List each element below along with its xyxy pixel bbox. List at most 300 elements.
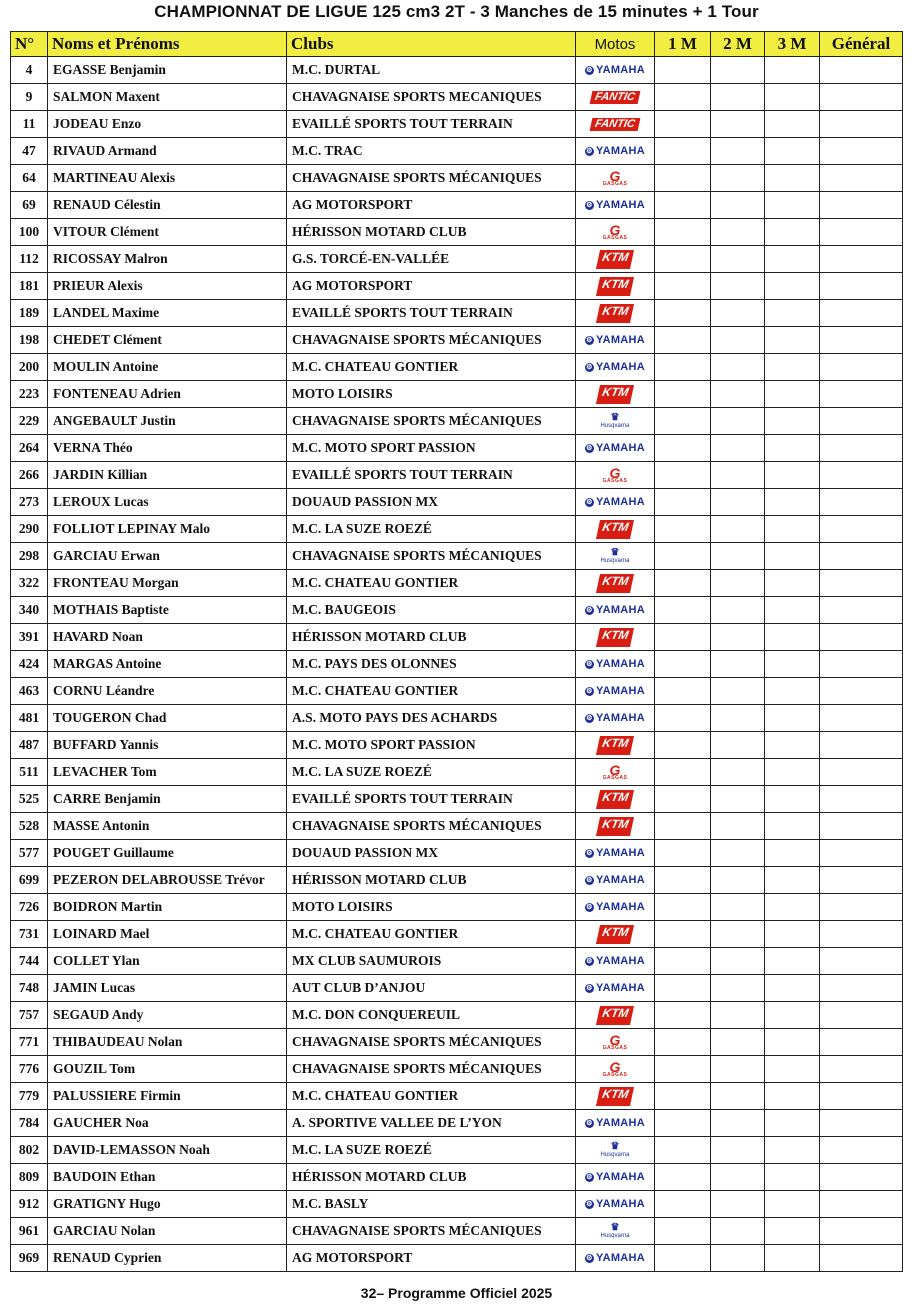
result-general-cell [820,327,903,354]
result-general-cell [820,1029,903,1056]
result-general-cell [820,759,903,786]
rider-club: M.C. CHATEAU GONTIER [287,354,576,381]
result-general-cell [820,462,903,489]
fantic-logo-icon: FANTIC [590,91,640,104]
result-manche-1-cell [655,840,711,867]
result-manche-3-cell [765,327,820,354]
result-manche-1-cell [655,570,711,597]
rider-number: 340 [11,597,48,624]
result-manche-1-cell [655,273,711,300]
table-row [11,111,903,138]
husqvarna-logo-icon [600,1142,629,1159]
rider-rows [11,57,903,1272]
yamaha-logo-icon [585,1118,645,1129]
husqvarna-crown-icon: ♛ [610,1140,620,1152]
table-row [11,786,903,813]
tuning-fork-icon: ⚙ [586,1174,593,1181]
page-title: CHAMPIONNAT DE LIGUE 125 cm3 2T - 3 Manches de 15 minutes + 1 Tour [154,2,759,21]
result-general-cell [820,1083,903,1110]
table-row [11,867,903,894]
rider-moto [576,408,655,435]
rider-moto [576,165,655,192]
result-manche-2-cell [711,435,765,462]
rider-name: JODEAU Enzo [48,111,287,138]
yamaha-logo-icon [585,200,645,211]
rider-moto [576,273,655,300]
rider-number: 481 [11,705,48,732]
rider-moto [576,1218,655,1245]
table-row [11,651,903,678]
ktm-logo-icon: KTM [596,574,634,593]
rider-moto [576,111,655,138]
rider-club: M.C. CHATEAU GONTIER [287,921,576,948]
result-manche-2-cell [711,354,765,381]
rider-moto [576,1056,655,1083]
rider-name: CARRE Benjamin [48,786,287,813]
result-manche-2-cell [711,975,765,1002]
result-manche-2-cell [711,786,765,813]
rider-number: 273 [11,489,48,516]
tuning-fork-icon: ⚙ [586,1201,593,1208]
result-general-cell [820,867,903,894]
rider-club: MX CLUB SAUMUROIS [287,948,576,975]
yamaha-logo-icon [585,1172,645,1183]
rider-name: LOINARD Mael [48,921,287,948]
ktm-logo-icon: KTM [596,790,634,809]
rider-number: 784 [11,1110,48,1137]
result-manche-1-cell [655,1029,711,1056]
rider-club: EVAILLÉ SPORTS TOUT TERRAIN [287,111,576,138]
result-manche-1-cell [655,624,711,651]
rider-name: MOTHAIS Baptiste [48,597,287,624]
yamaha-logo-icon [585,659,645,670]
yamaha-logo-text: YAMAHA [595,64,646,77]
rider-club: MOTO LOISIRS [287,381,576,408]
gasgas-logo-icon [603,466,628,484]
rider-club: M.C. LA SUZE ROEZÉ [287,759,576,786]
tuning-fork-icon: ⚙ [586,67,593,74]
rider-number: 47 [11,138,48,165]
rider-number: 200 [11,354,48,381]
rider-name: GARCIAU Nolan [48,1218,287,1245]
result-manche-2-cell [711,759,765,786]
rider-club: M.C. LA SUZE ROEZÉ [287,1137,576,1164]
rider-name: RICOSSAY Malron [48,246,287,273]
rider-name: THIBAUDEAU Nolan [48,1029,287,1056]
result-general-cell [820,1056,903,1083]
rider-moto [576,462,655,489]
rider-club: CHAVAGNAISE SPORTS MÉCANIQUES [287,408,576,435]
yamaha-logo-icon [585,686,645,697]
gasgas-logo-letter: G [609,168,621,184]
result-manche-1-cell [655,732,711,759]
result-manche-3-cell [765,435,820,462]
rider-moto [576,597,655,624]
result-manche-1-cell [655,813,711,840]
result-manche-3-cell [765,570,820,597]
result-manche-1-cell [655,354,711,381]
gasgas-logo-text: GASGAS [602,775,628,781]
tuning-fork-icon: ⚙ [586,1255,593,1262]
rider-name: CORNU Léandre [48,678,287,705]
header-general: Général [820,32,903,57]
table-row [11,678,903,705]
husqvarna-logo-text: Husqvarna [600,557,630,564]
yamaha-logo-text: YAMAHA [595,1252,646,1265]
result-manche-3-cell [765,1137,820,1164]
result-manche-3-cell [765,300,820,327]
result-general-cell [820,246,903,273]
rider-club: M.C. MOTO SPORT PASSION [287,732,576,759]
gasgas-logo-letter: G [609,1059,621,1075]
result-manche-1-cell [655,1191,711,1218]
result-manche-1-cell [655,1110,711,1137]
rider-moto [576,516,655,543]
result-manche-1-cell [655,300,711,327]
rider-name: EGASSE Benjamin [48,57,287,84]
result-manche-3-cell [765,624,820,651]
result-manche-2-cell [711,597,765,624]
rider-moto [576,219,655,246]
result-general-cell [820,165,903,192]
rider-name: ANGEBAULT Justin [48,408,287,435]
tuning-fork-icon: ⚙ [586,850,593,857]
rider-moto [576,1191,655,1218]
gasgas-logo-icon [603,763,628,781]
result-manche-3-cell [765,489,820,516]
gasgas-logo-letter: G [609,465,621,481]
rider-number: 731 [11,921,48,948]
result-manche-2-cell [711,1218,765,1245]
rider-name: BOIDRON Martin [48,894,287,921]
rider-name: RIVAUD Armand [48,138,287,165]
result-manche-3-cell [765,57,820,84]
result-manche-3-cell [765,462,820,489]
gasgas-logo-text: GASGAS [602,235,628,241]
table-row [11,1029,903,1056]
table-row [11,408,903,435]
result-manche-3-cell [765,1110,820,1137]
result-manche-3-cell [765,705,820,732]
table-row [11,1245,903,1272]
rider-name: GAUCHER Noa [48,1110,287,1137]
result-general-cell [820,624,903,651]
table-row [11,1056,903,1083]
table-row [11,138,903,165]
gasgas-logo-icon [603,1033,628,1051]
rider-club: M.C. LA SUZE ROEZÉ [287,516,576,543]
result-manche-3-cell [765,543,820,570]
header-name: Noms et Prénoms [48,32,287,57]
yamaha-logo-icon [585,335,645,346]
tuning-fork-icon: ⚙ [586,202,593,209]
result-general-cell [820,813,903,840]
result-manche-1-cell [655,408,711,435]
yamaha-logo-text: YAMAHA [595,496,646,509]
result-manche-1-cell [655,516,711,543]
result-manche-1-cell [655,894,711,921]
header-manche-3: 3 M [765,32,820,57]
result-manche-3-cell [765,408,820,435]
header-club: Clubs [287,32,576,57]
rider-name: RENAUD Cyprien [48,1245,287,1272]
rider-moto [576,894,655,921]
result-manche-1-cell [655,651,711,678]
result-manche-3-cell [765,759,820,786]
rider-club: EVAILLÉ SPORTS TOUT TERRAIN [287,300,576,327]
rider-number: 912 [11,1191,48,1218]
gasgas-logo-text: GASGAS [602,1045,628,1051]
rider-moto [576,975,655,1002]
table-row [11,84,903,111]
rider-moto [576,705,655,732]
tuning-fork-icon: ⚙ [586,1120,593,1127]
rider-moto [576,435,655,462]
rider-club: DOUAUD PASSION MX [287,489,576,516]
result-manche-1-cell [655,1083,711,1110]
result-general-cell [820,1191,903,1218]
result-manche-2-cell [711,840,765,867]
yamaha-logo-text: YAMAHA [595,1117,646,1130]
result-manche-2-cell [711,300,765,327]
rider-club: CHAVAGNAISE SPORTS MÉCANIQUES [287,1029,576,1056]
rider-moto [576,300,655,327]
rider-name: GARCIAU Erwan [48,543,287,570]
result-manche-3-cell [765,1083,820,1110]
rider-name: BAUDOIN Ethan [48,1164,287,1191]
gasgas-logo-text: GASGAS [602,478,628,484]
yamaha-logo-text: YAMAHA [595,199,646,212]
result-manche-1-cell [655,678,711,705]
result-manche-3-cell [765,894,820,921]
rider-name: LEVACHER Tom [48,759,287,786]
table-row [11,813,903,840]
tuning-fork-icon: ⚙ [586,607,593,614]
rider-moto [576,813,655,840]
header-motos: Motos [576,32,655,57]
rider-name: VITOUR Clément [48,219,287,246]
rider-moto [576,678,655,705]
yamaha-logo-text: YAMAHA [595,334,646,347]
result-manche-1-cell [655,867,711,894]
result-manche-3-cell [765,651,820,678]
result-general-cell [820,597,903,624]
yamaha-logo-text: YAMAHA [595,1171,646,1184]
rider-moto [576,1164,655,1191]
result-general-cell [820,921,903,948]
result-manche-1-cell [655,462,711,489]
rider-name: FRONTEAU Morgan [48,570,287,597]
rider-moto [576,354,655,381]
rider-moto [576,1110,655,1137]
result-manche-2-cell [711,111,765,138]
rider-number: 298 [11,543,48,570]
result-manche-3-cell [765,948,820,975]
result-manche-2-cell [711,246,765,273]
table-row [11,543,903,570]
rider-moto [576,759,655,786]
husqvarna-logo-icon [600,413,629,430]
husqvarna-logo-text: Husqvarna [600,1232,630,1239]
result-general-cell [820,786,903,813]
result-manche-3-cell [765,732,820,759]
result-manche-1-cell [655,975,711,1002]
rider-number: 266 [11,462,48,489]
rider-number: 322 [11,570,48,597]
yamaha-logo-text: YAMAHA [595,874,646,887]
rider-moto [576,651,655,678]
rider-number: 4 [11,57,48,84]
yamaha-logo-text: YAMAHA [595,658,646,671]
rider-club: M.C. TRAC [287,138,576,165]
result-manche-3-cell [765,921,820,948]
result-manche-3-cell [765,1056,820,1083]
result-manche-2-cell [711,624,765,651]
rider-club: HÉRISSON MOTARD CLUB [287,867,576,894]
rider-club: CHAVAGNAISE SPORTS MÉCANIQUES [287,543,576,570]
yamaha-logo-icon [585,605,645,616]
result-manche-1-cell [655,1137,711,1164]
rider-number: 528 [11,813,48,840]
rider-number: 112 [11,246,48,273]
yamaha-logo-icon [585,1253,645,1264]
ktm-logo-icon: KTM [596,1006,634,1025]
result-manche-3-cell [765,975,820,1002]
rider-club: M.C. CHATEAU GONTIER [287,1083,576,1110]
result-manche-1-cell [655,1218,711,1245]
table-row [11,1002,903,1029]
rider-club: AG MOTORSPORT [287,1245,576,1272]
result-manche-3-cell [765,840,820,867]
rider-club: M.C. CHATEAU GONTIER [287,570,576,597]
result-manche-3-cell [765,1002,820,1029]
rider-club: M.C. BASLY [287,1191,576,1218]
rider-club: AG MOTORSPORT [287,192,576,219]
result-general-cell [820,84,903,111]
result-manche-2-cell [711,57,765,84]
rider-name: HAVARD Noan [48,624,287,651]
result-general-cell [820,948,903,975]
rider-moto [576,1002,655,1029]
result-general-cell [820,57,903,84]
yamaha-logo-text: YAMAHA [595,1198,646,1211]
rider-number: 757 [11,1002,48,1029]
rider-number: 511 [11,759,48,786]
result-general-cell [820,138,903,165]
result-manche-1-cell [655,57,711,84]
rider-club: CHAVAGNAISE SPORTS MÉCANIQUES [287,1056,576,1083]
result-manche-2-cell [711,1110,765,1137]
result-manche-1-cell [655,759,711,786]
rider-moto [576,1137,655,1164]
rider-name: PALUSSIERE Firmin [48,1083,287,1110]
yamaha-logo-icon [585,956,645,967]
gasgas-logo-icon [603,223,628,241]
result-manche-2-cell [711,462,765,489]
table-row [11,246,903,273]
result-manche-2-cell [711,219,765,246]
rider-moto [576,543,655,570]
result-manche-3-cell [765,138,820,165]
tuning-fork-icon: ⚙ [586,148,593,155]
result-manche-3-cell [765,678,820,705]
table-row [11,1164,903,1191]
result-manche-1-cell [655,219,711,246]
rider-number: 64 [11,165,48,192]
rider-club: CHAVAGNAISE SPORTS MÉCANIQUES [287,327,576,354]
result-general-cell [820,381,903,408]
page-footer: 32– Programme Officiel 2025 [360,1285,553,1301]
rider-club: M.C. DURTAL [287,57,576,84]
rider-moto [576,1029,655,1056]
result-general-cell [820,300,903,327]
rider-club: CHAVAGNAISE SPORTS MECANIQUES [287,84,576,111]
ktm-logo-icon: KTM [596,250,634,269]
table-row [11,354,903,381]
rider-number: 961 [11,1218,48,1245]
rider-name: FONTENEAU Adrien [48,381,287,408]
result-manche-2-cell [711,570,765,597]
husqvarna-logo-text: Husqvarna [600,422,630,429]
result-manche-2-cell [711,381,765,408]
rider-number: 223 [11,381,48,408]
result-manche-1-cell [655,435,711,462]
rider-club: A.S. MOTO PAYS DES ACHARDS [287,705,576,732]
rider-number: 463 [11,678,48,705]
result-manche-3-cell [765,1164,820,1191]
result-manche-3-cell [765,192,820,219]
result-general-cell [820,705,903,732]
result-general-cell [820,1245,903,1272]
tuning-fork-icon: ⚙ [586,688,593,695]
rider-name: MARGAS Antoine [48,651,287,678]
rider-moto [576,57,655,84]
rider-number: 969 [11,1245,48,1272]
yamaha-logo-text: YAMAHA [595,442,646,455]
result-manche-2-cell [711,1191,765,1218]
yamaha-logo-icon [585,983,645,994]
rider-name: SEGAUD Andy [48,1002,287,1029]
rider-name: COLLET Ylan [48,948,287,975]
result-general-cell [820,543,903,570]
rider-number: 229 [11,408,48,435]
result-manche-2-cell [711,1137,765,1164]
result-manche-3-cell [765,273,820,300]
table-row [11,948,903,975]
table-row [11,894,903,921]
result-manche-1-cell [655,84,711,111]
result-manche-1-cell [655,327,711,354]
result-manche-1-cell [655,489,711,516]
result-manche-1-cell [655,921,711,948]
result-manche-2-cell [711,489,765,516]
ktm-logo-icon: KTM [596,385,634,404]
result-manche-2-cell [711,327,765,354]
rider-moto [576,246,655,273]
result-manche-1-cell [655,1245,711,1272]
result-manche-1-cell [655,111,711,138]
rider-number: 577 [11,840,48,867]
result-manche-2-cell [711,705,765,732]
table-row [11,219,903,246]
result-general-cell [820,678,903,705]
result-manche-3-cell [765,111,820,138]
result-manche-2-cell [711,867,765,894]
header-number: N° [11,32,48,57]
result-manche-2-cell [711,273,765,300]
result-manche-3-cell [765,381,820,408]
table-row [11,165,903,192]
